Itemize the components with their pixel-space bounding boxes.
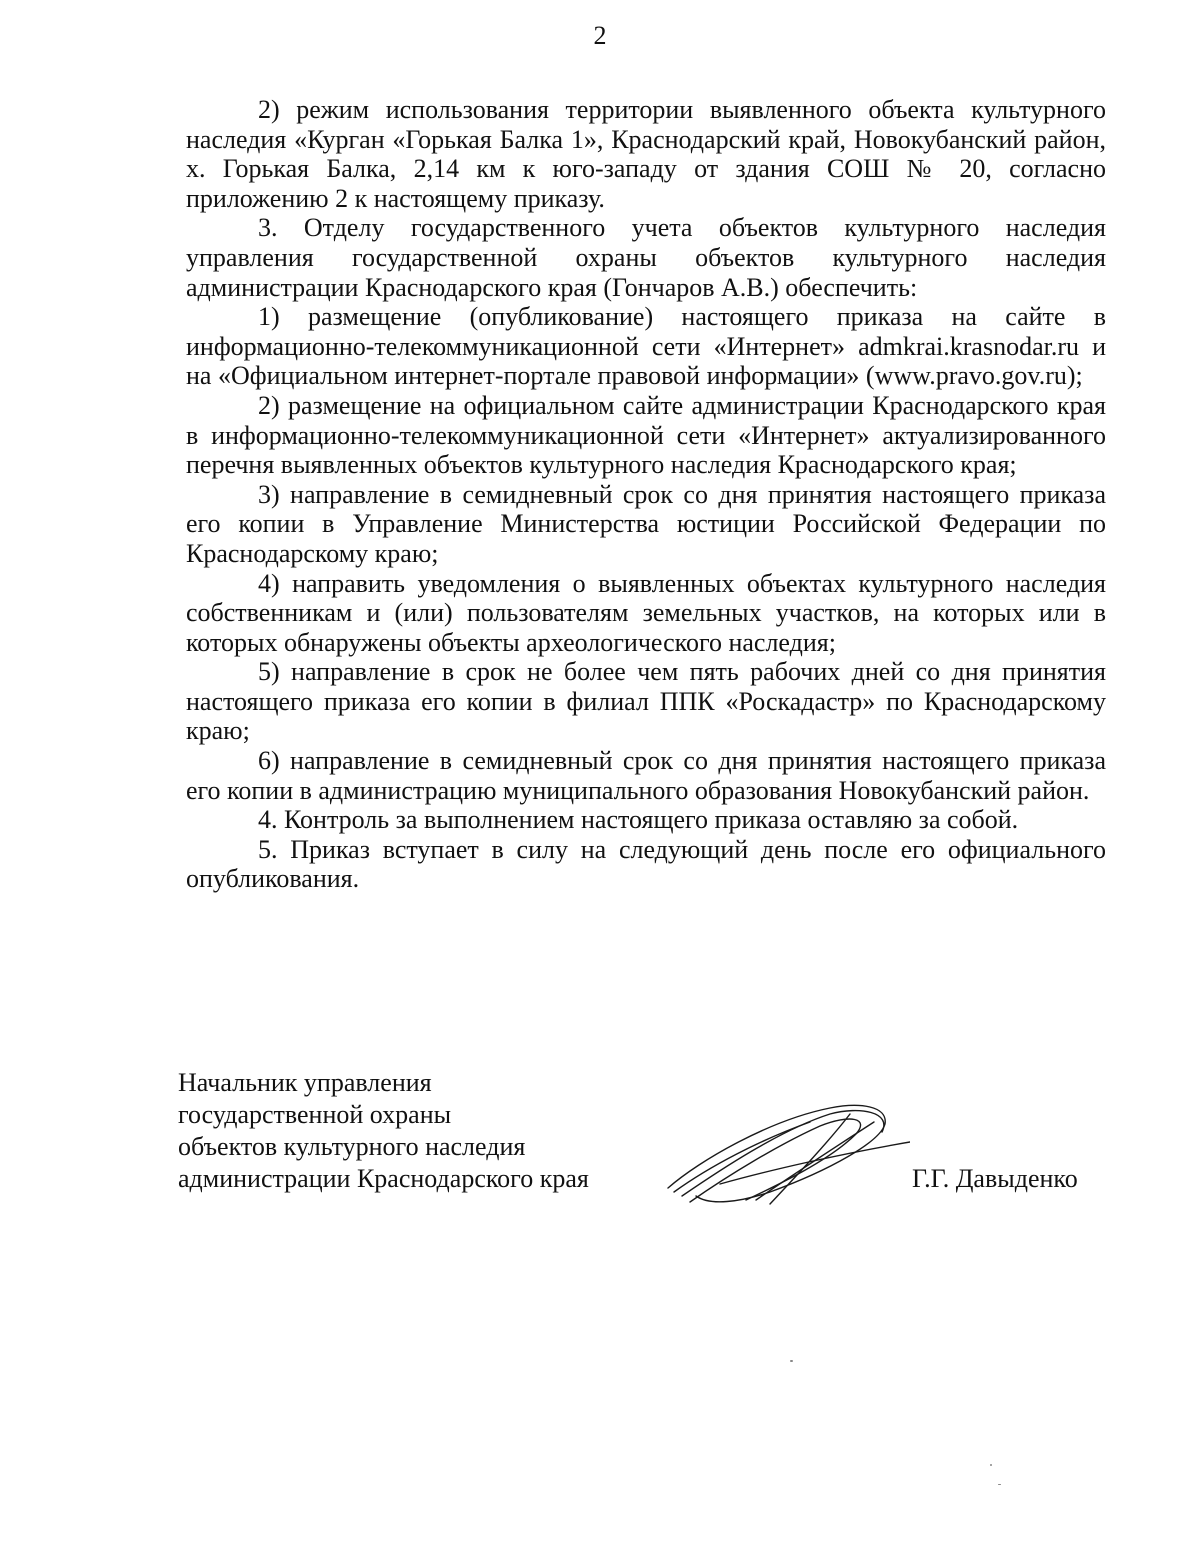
scan-speck [998, 1484, 1001, 1485]
paragraph-item-3-4: 4) направить уведомления о выявленных объектах культурного наследия собственникам и (или) пользователям земельных участков, на которых или в которых обнаружены объекты археологического наследия; [186, 568, 1106, 657]
scan-speck [990, 1464, 992, 1466]
paragraph-item-3: 3. Отделу государственного учета объектов культурного наследия управления государственной охраны объектов культурного наследия администрации Краснодарского края (Гончаров А.В.) обеспечить: [186, 213, 1106, 302]
signatory-title-line: Начальник управления [178, 1068, 432, 1097]
paragraph-item-3-3: 3) направление в семидневный срок со дня принятия настоящего приказа его копии в Управление Министерства юстиции Российской Федерации по Краснодарскому краю; [186, 479, 1106, 568]
paragraph-item-4: 4. Контроль за выполнением настоящего приказа оставляю за собой. [258, 805, 1019, 835]
paragraph-item-5: 5. Приказ вступает в силу на следующий день после его официального опубликования. [186, 834, 1106, 894]
paragraph-regime-item-2: 2) режим использования территории выявленного объекта культурного наследия «Курган «Горькая Балка 1», Краснодарский край, Новокубанский район, х. Горькая Балка, 2,14 км к юго-западу от здания СОШ № 20, согласно приложению 2 к настоящему приказу. [186, 95, 1106, 213]
paragraph-item-3-6: 6) направление в семидневный срок со дня принятия настоящего приказа его копии в администрацию муниципального образования Новокубанский район. [186, 746, 1106, 805]
signature-strokes [668, 1105, 910, 1204]
signatory-title-line: объектов культурного наследия [178, 1132, 526, 1161]
signatory-title [178, 1067, 589, 1195]
handwritten-signature [660, 1100, 910, 1210]
paragraph-item-3-1: 1) размещение (опубликование) настоящего приказа на сайте в информационно-телекоммуникационной сети «Интернет» admkrai.krasnodar.ru и на «Официальном интернет-портале правовой информации» (www.pravo.gov.ru); [186, 302, 1106, 391]
signatory-title-line: государственной охраны [178, 1100, 452, 1129]
page-number: 2 [593, 21, 607, 50]
signatory-name: Г.Г. Давыденко [912, 1164, 1078, 1193]
scan-speck [790, 1360, 793, 1362]
document-body [186, 95, 1106, 894]
paragraph-item-3-5: 5) направление в срок не более чем пять рабочих дней со дня принятия настоящего приказа его копии в филиал ППК «Роскадастр» по Краснодарскому краю; [186, 657, 1106, 746]
paragraph-item-3-2: 2) размещение на официальном сайте администрации Краснодарского края в информационно-телекоммуникационной сети «Интернет» актуализированного перечня выявленных объектов культурного наследия Краснодарского края; [186, 390, 1106, 480]
signatory-title-line: администрации Краснодарского края [178, 1164, 589, 1193]
